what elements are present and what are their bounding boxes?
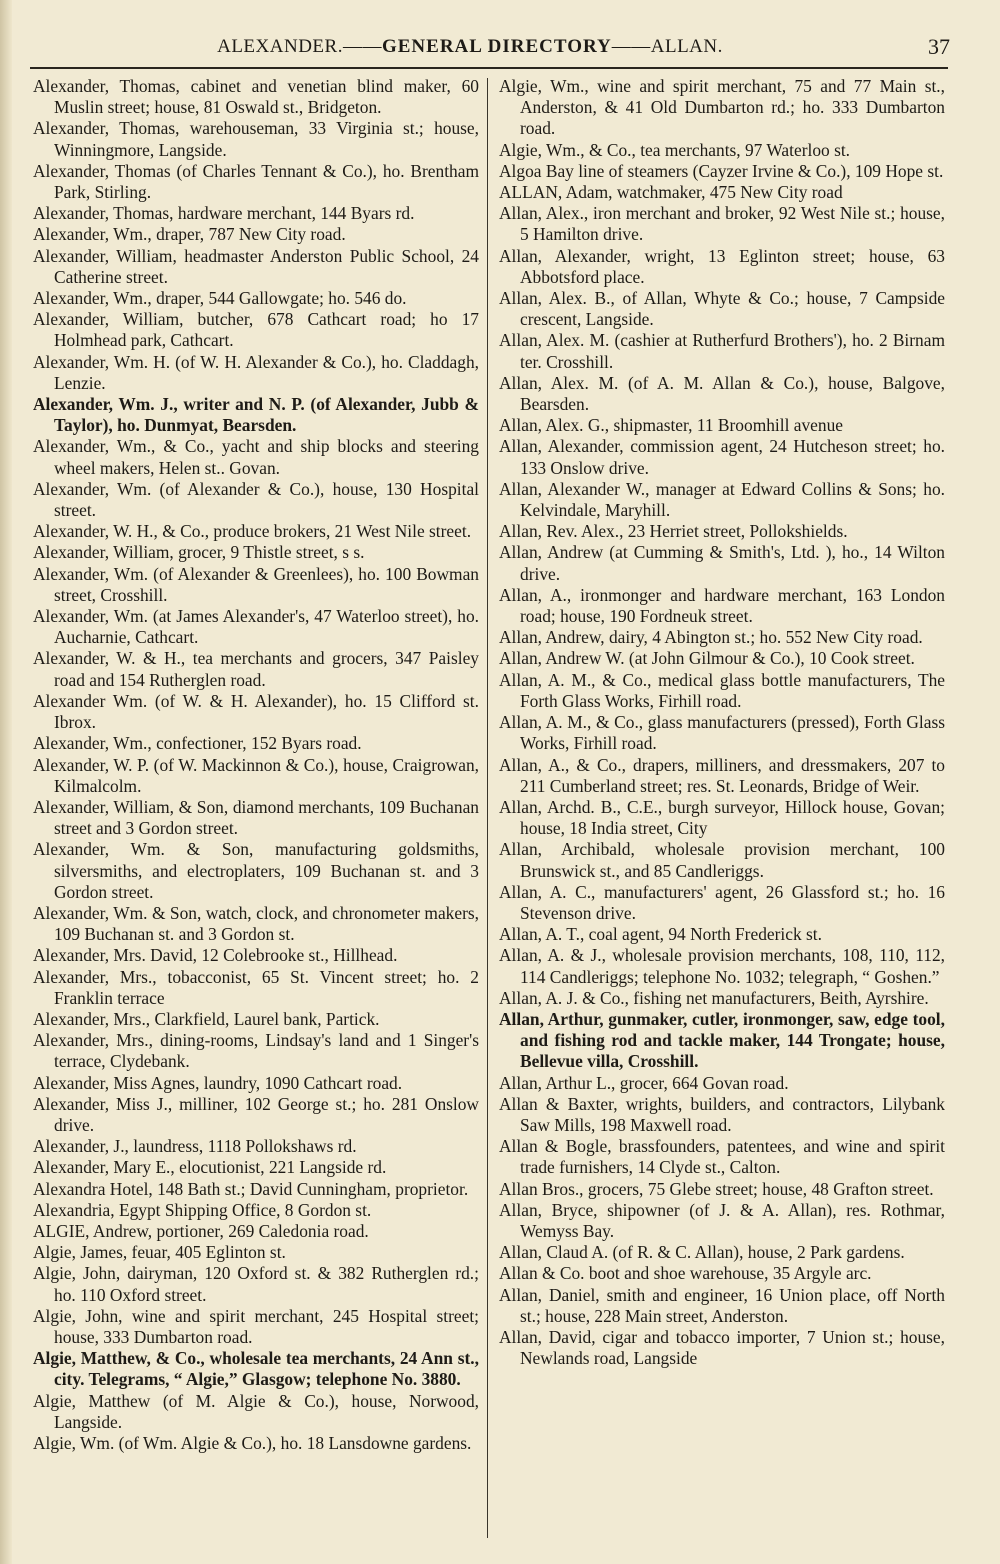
directory-entry: Allan, Andrew, dairy, 4 Abington st.; ho. 552 New City road. <box>499 627 923 648</box>
directory-entry: Allan, Alex. G., shipmaster, 11 Broomhill avenue <box>499 415 843 436</box>
directory-entry: Alexander, Mrs., dining-rooms, Lindsay's land and 1 Singer's terrace, Clydebank. <box>33 1030 479 1072</box>
directory-entry: Alexander, Thomas, hardware merchant, 144 Byars rd. <box>33 203 415 224</box>
directory-entry: Alexander, Wm. (of Alexander & Greenlees), ho. 100 Bowman street, Crosshill. <box>33 563 479 605</box>
directory-entry: Allan, A. M., & Co., glass manufacturers (pressed), Forth Glass Works, Firhill road. <box>499 712 945 754</box>
directory-entry: Alexander, Wm., draper, 544 Gallowgate; ho. 546 do. <box>33 288 407 309</box>
directory-entry: Algie, John, wine and spirit merchant, 245 Hospital street; house, 333 Dumbarton road. <box>33 1305 479 1347</box>
directory-entry: Alexander, Wm. J., writer and N. P. (of Alexander, Jubb & Taylor), ho. Dunmyat, Bearsden. <box>33 394 479 436</box>
directory-entry: Alexander Wm. (of W. & H. Alexander), ho. 15 Clifford st. Ibrox. <box>33 690 479 733</box>
header-rule <box>30 67 948 69</box>
page-binding-edge <box>0 0 12 1564</box>
directory-entry: Alexander, Wm. & Son, manufacturing goldsmiths, silversmiths, and electroplaters, 109 Buchanan st. and 3 Gordon street. <box>33 839 479 902</box>
directory-entry: Alexander, Wm. (of Alexander & Co.), house, 130 Hospital street. <box>33 478 479 521</box>
header-dash-right: —— <box>611 36 651 57</box>
header-right-word: ALLAN. <box>650 36 723 57</box>
directory-entry: Alexander, Mary E., elocutionist, 221 Langside rd. <box>33 1157 387 1178</box>
directory-entry: Algoa Bay line of steamers (Cayzer Irvine & Co.), 109 Hope st. <box>499 160 944 181</box>
directory-entry: Alexander, W. H., & Co., produce brokers, 21 West Nile street. <box>33 521 472 542</box>
directory-entry: Alexander, William, grocer, 9 Thistle street, s s. <box>33 542 365 563</box>
directory-entry: Allan, Arthur, gunmaker, cutler, ironmonger, saw, edge tool, and fishing rod and tackle maker, 144 Trongate; house, Bellevue villa, Crosshill. <box>499 1008 945 1072</box>
directory-entry: Allan Bros., grocers, 75 Glebe street; house, 48 Grafton street. <box>499 1178 934 1199</box>
directory-entry: Algie, James, feuar, 405 Eglinton st. <box>33 1242 286 1263</box>
directory-entry: Alexander, Wm., confectioner, 152 Byars road. <box>33 733 362 754</box>
directory-entry: Allan, Alex. B., of Allan, Whyte & Co.; house, 7 Campside crescent, Langside. <box>499 288 945 330</box>
directory-entry: Allan, A. M., & Co., medical glass bottle manufacturers, The Forth Glass Works, Firhill road. <box>499 669 945 711</box>
directory-entry: Allan, Rev. Alex., 23 Herriet street, Pollokshields. <box>499 521 848 542</box>
directory-entry: Alexander, Wm. (at James Alexander's, 47 Waterloo street), ho. Aucharnie, Cathcart. <box>33 606 479 648</box>
directory-entry: Allan, David, cigar and tobacco importer, 7 Union st.; house, Newlands road, Langside <box>499 1326 945 1369</box>
directory-entry: Alexander, W. P. (of W. Mackinnon & Co.), house, Craigrowan, Kilmalcolm. <box>33 754 479 796</box>
directory-entry: Algie, Matthew (of M. Algie & Co.), house, Norwood, Langside. <box>33 1390 479 1432</box>
directory-entry: Allan, Andrew W. (at John Gilmour & Co.), 10 Cook street. <box>499 648 915 669</box>
directory-entry: Allan, A. T., coal agent, 94 North Frederick st. <box>499 924 822 945</box>
directory-entry: Alexander, Miss J., milliner, 102 George st.; ho. 281 Onslow drive. <box>33 1093 479 1135</box>
directory-entry: ALLAN, Adam, watchmaker, 475 New City road <box>499 182 843 203</box>
directory-entry: Allan, A. & J., wholesale provision merchants, 108, 110, 112, 114 Candleriggs; telephone No. 1032; telegraph, “ Goshen.” <box>499 945 945 987</box>
directory-entry: Allan, Claud A. (of R. & C. Allan), house, 2 Park gardens. <box>499 1242 905 1263</box>
directory-entry: Allan, Alexander W., manager at Edward Collins & Sons; ho. Kelvindale, Maryhill. <box>499 478 945 521</box>
directory-entry: Allan, A., & Co., drapers, milliners, and dressmakers, 207 to 211 Cumberland street; res. St. Leonards, Bridge of Weir. <box>499 754 945 796</box>
directory-entry: Alexander, Wm. H. (of W. H. Alexander & Co.), ho. Claddagh, Lenzie. <box>33 351 479 393</box>
directory-entry: Algie, Wm. (of Wm. Algie & Co.), ho. 18 Lansdowne gardens. <box>33 1433 472 1453</box>
directory-entry: Allan, Alex. M. (of A. M. Allan & Co.), house, Balgove, Bearsden. <box>499 372 945 415</box>
directory-entry: Alexander, William, butcher, 678 Cathcart road; ho 17 Holmhead park, Cathcart. <box>33 309 479 351</box>
directory-entry: Allan, Archd. B., C.E., burgh surveyor, Hillock house, Govan; house, 18 India street, City <box>499 796 945 839</box>
directory-entry: Algie, Wm., wine and spirit merchant, 75 and 77 Main st., Anderston, & 41 Old Dumbarton rd.; ho. 333 Dumbarton road. <box>499 76 945 139</box>
directory-entry: Algie, Matthew, & Co., wholesale tea merchants, 24 Ann st., city. Telegrams, “ Algie,” Glasgow; telephone No. 3880. <box>33 1348 479 1390</box>
directory-entry: ALGIE, Andrew, portioner, 269 Caledonia road. <box>33 1220 369 1241</box>
directory-entry: Allan, Alex. M. (cashier at Rutherfurd Brothers'), ho. 2 Birnam ter. Crosshill. <box>499 330 945 372</box>
directory-entry: Allan, Daniel, smith and engineer, 16 Union place, off North st.; house, 228 Main street, Anderston. <box>499 1284 945 1326</box>
directory-entry: Allan, A. J. & Co., fishing net manufacturers, Beith, Ayrshire. <box>499 987 929 1008</box>
directory-entry: Alexandra Hotel, 148 Bath st.; David Cunningham, proprietor. <box>33 1178 469 1199</box>
column-divider <box>487 78 488 1538</box>
left-column <box>33 76 479 1454</box>
header-dash-left: —— <box>342 36 382 57</box>
directory-entry: Alexander, J., laundress, 1118 Pollokshaws rd. <box>33 1136 357 1157</box>
page-number: 37 <box>928 34 950 59</box>
directory-entry: Alexander, Mrs., tobacconist, 65 St. Vincent street; ho. 2 Franklin terrace <box>33 966 479 1008</box>
directory-entry: Alexander, William, headmaster Anderston Public School, 24 Catherine street. <box>33 245 479 287</box>
directory-entry: Allan, Archibald, wholesale provision merchant, 100 Brunswick st., and 85 Candleriggs. <box>499 839 945 881</box>
directory-entry: Alexander, Mrs. David, 12 Colebrooke st., Hillhead. <box>33 945 398 966</box>
directory-entry: Alexandria, Egypt Shipping Office, 8 Gordon st. <box>33 1199 372 1220</box>
directory-entry: Alexander, Wm. & Son, watch, clock, and chronometer makers, 109 Buchanan st. and 3 Gordon st. <box>33 902 479 945</box>
directory-entry: Alexander, Mrs., Clarkfield, Laurel bank, Partick. <box>33 1008 380 1029</box>
directory-entry: Allan, Arthur L., grocer, 664 Govan road. <box>499 1072 789 1093</box>
directory-entry: Allan, A., ironmonger and hardware merchant, 163 London road; house, 190 Fordneuk street. <box>499 584 945 627</box>
directory-entry: Allan & Bogle, brassfounders, patentees, and wine and spirit trade furnishers, 14 Clyde st., Calton. <box>499 1136 945 1178</box>
directory-entry: Allan, Andrew (at Cumming & Smith's, Ltd. ), ho., 14 Wilton drive. <box>499 542 945 584</box>
directory-entry: Allan, Alexander, wright, 13 Eglinton street; house, 63 Abbotsford place. <box>499 245 945 287</box>
directory-entry: Alexander, Thomas, cabinet and venetian blind maker, 60 Muslin street; house, 81 Oswald st., Bridgeton. <box>33 76 479 118</box>
running-header <box>30 34 950 64</box>
directory-entry: Allan, Alex., iron merchant and broker, 92 West Nile st.; house, 5 Hamilton drive. <box>499 203 945 245</box>
directory-entry: Alexander, Wm., & Co., yacht and ship blocks and steering wheel makers, Helen st.. Govan. <box>33 436 479 478</box>
directory-entry: Allan & Co. boot and shoe warehouse, 35 Argyle arc. <box>499 1263 872 1284</box>
header-title: GENERAL DIRECTORY <box>381 36 612 57</box>
directory-entry: Allan, Bryce, shipowner (of J. & A. Allan), res. Rothmar, Wemyss Bay. <box>499 1199 945 1241</box>
right-column <box>499 76 945 1369</box>
directory-entry: Alexander, Thomas, warehouseman, 33 Virginia st.; house, Winningmore, Langside. <box>33 118 479 160</box>
directory-entry: Allan, A. C., manufacturers' agent, 26 Glassford st.; ho. 16 Stevenson drive. <box>499 881 945 923</box>
header-title-line <box>30 36 910 58</box>
directory-entry: Algie, Wm., & Co., tea merchants, 97 Waterloo st. <box>499 139 851 160</box>
directory-entry: Allan & Baxter, wrights, builders, and contractors, Lilybank Saw Mills, 198 Maxwell road. <box>499 1093 945 1135</box>
directory-entry: Algie, John, dairyman, 120 Oxford st. & 382 Rutherglen rd.; ho. 110 Oxford street. <box>33 1263 479 1305</box>
directory-entry: Alexander, Miss Agnes, laundry, 1090 Cathcart road. <box>33 1072 403 1093</box>
directory-entry: Alexander, W. & H., tea merchants and grocers, 347 Paisley road and 154 Rutherglen road. <box>33 648 479 690</box>
directory-entry: Allan, Alexander, commission agent, 24 Hutcheson street; ho. 133 Onslow drive. <box>499 436 945 478</box>
directory-entry: Alexander, Thomas (of Charles Tennant & Co.), ho. Brentham Park, Stirling. <box>33 160 479 203</box>
directory-entry: Alexander, William, & Son, diamond merchants, 109 Buchanan street and 3 Gordon street. <box>33 796 479 839</box>
header-left-word: ALEXANDER. <box>217 36 343 57</box>
directory-entry: Alexander, Wm., draper, 787 New City road. <box>33 224 346 245</box>
